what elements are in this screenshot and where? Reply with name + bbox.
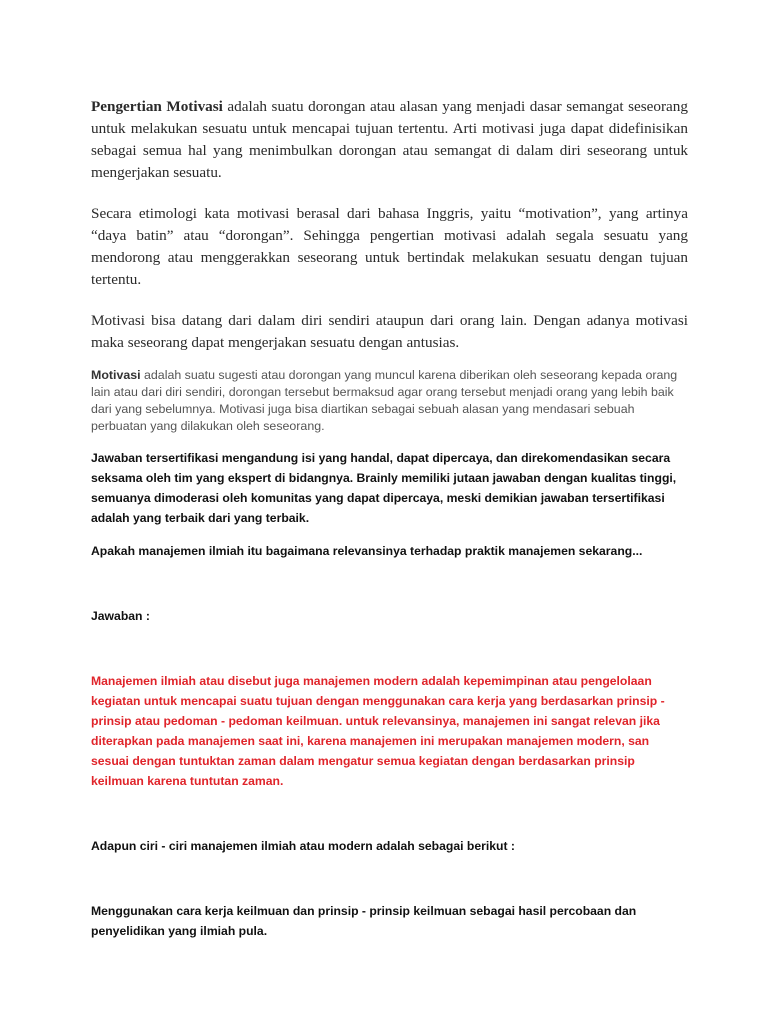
p4-line: dilakukan oleh seseorang. [180, 419, 325, 433]
paragraph-sumber-motivasi [91, 310, 688, 354]
p1-line: adalah suatu dorongan atau alasan yang menjadi dasar semangat seseorang untuk [91, 98, 688, 137]
ciri-line: penyelidikan yang ilmiah pula. [91, 924, 268, 938]
answer-line: kegiatan untuk mencapai suatu tujuan dengan menggunakan cara kerja yang berdasarkan prinsip - [91, 694, 665, 708]
p4-line: adalah suatu sugesti atau dorongan yang muncul karena diberikan oleh seseorang kepada orang lain [91, 368, 678, 399]
p4-line: atau dari diri sendiri, dorongan tersebut bermaksud agar orang tersebut menjadi orang yang lebih baik dari [91, 385, 674, 416]
answer-line: tuntutan zaman. [189, 774, 284, 788]
paragraph-jawaban-tersertifikasi [91, 448, 688, 528]
paragraph-pengertian-motivasi [91, 96, 688, 184]
p5-line: adalah yang terbaik dari yang terbaik. [91, 511, 310, 525]
answer-paragraph [91, 671, 688, 791]
question: Apakah manajemen ilmiah itu bagaimana relevansinya terhadap praktik manajemen sekarang... [91, 544, 643, 558]
paragraph-etimologi [91, 203, 688, 291]
p1-line: melakukan sesuatu untuk mencapai tujuan tertentu. Arti motivasi juga dapat didefinisikan sebagai semua [91, 120, 688, 159]
answer-line: diterapkan pada manajemen saat ini, karena manajemen ini merupakan manajemen modern, san sesuai [91, 734, 650, 768]
ciri-paragraph [91, 901, 688, 941]
p1-line: hal yang menimbulkan dorongan atau semangat di dalam diri seseorang untuk mengerjakan sesuatu. [91, 142, 689, 181]
term-bold: Pengertian Motivasi [91, 98, 223, 115]
p5-line: semuanya dimoderasi oleh komunitas yang dapat dipercaya, meski demikian jawaban tersertifikasi [91, 491, 665, 505]
ciri-intro: Adapun ciri - ciri manajemen ilmiah atau modern adalah sebagai berikut : [91, 839, 515, 853]
paragraph-motivasi-sugesti [91, 367, 688, 435]
p5-line: Jawaban tersertifikasi mengandung isi yang handal, dapat dipercaya, dan direkomendasikan secara [91, 451, 671, 465]
answer-line: prinsip atau pedoman - pedoman keilmuan. untuk relevansinya, manajemen ini sangat relevan jika [91, 714, 660, 728]
term-bold: Motivasi [91, 368, 141, 382]
p3-line: Motivasi bisa datang dari dalam diri sendiri ataupun dari orang lain. Dengan adanya motivasi maka [91, 312, 688, 351]
p3-line: seseorang dapat mengerjakan sesuatu dengan antusias. [127, 334, 460, 351]
p2-line: atau “dorongan”. Sehingga pengertian motivasi adalah segala sesuatu yang mendorong atau [91, 227, 688, 266]
answer-line: Manajemen ilmiah atau disebut juga manajemen modern adalah kepemimpinan atau pengelolaan [91, 674, 652, 688]
p2-line: menggerakkan seseorang untuk bertindak melakukan sesuatu dengan tujuan tertentu. [91, 249, 688, 288]
p5-line: seksama oleh tim yang ekspert di bidangnya. Brainly memiliki jutaan jawaban dengan kualitas tinggi, [91, 471, 677, 485]
p2-line: Secara etimologi kata motivasi berasal dari bahasa Inggris, yaitu “motivation”, yang artinya “daya batin” [91, 205, 688, 244]
answer-label: Jawaban : [91, 609, 150, 623]
ciri-line: Menggunakan cara kerja keilmuan dan prinsip - prinsip keilmuan sebagai hasil percobaan dan [91, 904, 637, 918]
answer-line: dengan tuntuktan zaman dalam mengatur semua kegiatan dengan berdasarkan prinsip keilmuan karena [91, 754, 635, 788]
p4-line: yang sebelumnya. Motivasi juga bisa diartikan sebagai sebuah alasan yang mendasari sebuah perbuatan yang [91, 402, 635, 433]
